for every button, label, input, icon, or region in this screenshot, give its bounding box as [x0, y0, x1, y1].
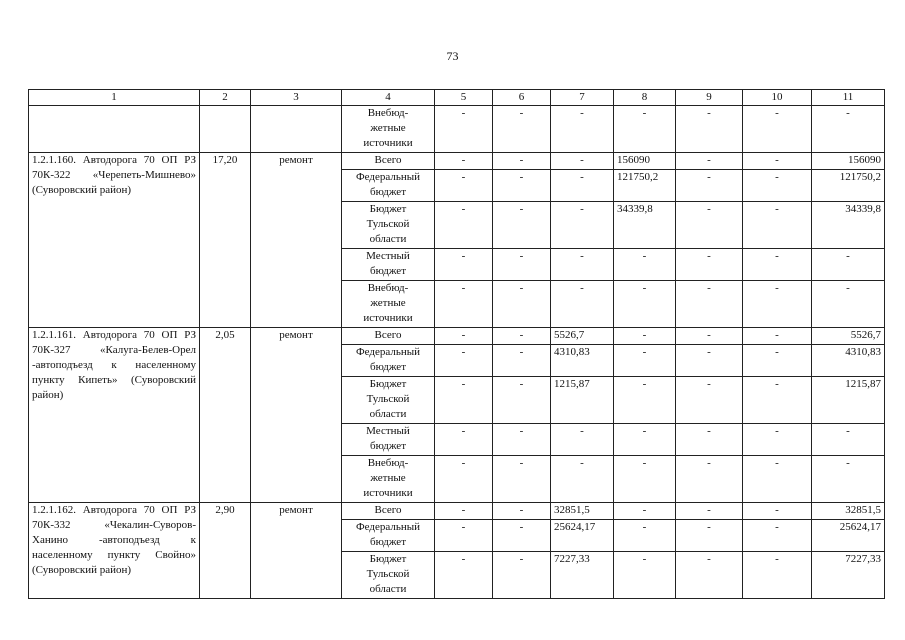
value-cell-col-10: - — [743, 345, 812, 377]
value-cell-col-10: - — [743, 377, 812, 424]
value-cell-col-8: - — [614, 552, 676, 599]
table-row — [29, 153, 885, 170]
column-header-6: 6 — [493, 90, 551, 106]
column-header-5: 5 — [435, 90, 493, 106]
value-cell-col-9: - — [676, 424, 743, 456]
work-type: ремонт — [251, 503, 342, 599]
value-cell-col-8: - — [614, 345, 676, 377]
table-row — [29, 503, 885, 520]
column-header-4: 4 — [342, 90, 435, 106]
value-cell-col-6: - — [493, 202, 551, 249]
value-cell-col-6: - — [493, 170, 551, 202]
empty-cell — [251, 106, 342, 153]
work-type: ремонт — [251, 328, 342, 503]
value-cell-col-5: - — [435, 281, 493, 328]
value-cell-col-9: - — [676, 503, 743, 520]
value-cell-col-10: - — [743, 202, 812, 249]
value-cell-col-7: 32851,5 — [551, 503, 614, 520]
value-cell-col-5: - — [435, 153, 493, 170]
value-cell-col-7: 4310,83 — [551, 345, 614, 377]
value-cell-col-10: - — [743, 424, 812, 456]
value-cell-col-6: - — [493, 328, 551, 345]
table-row — [29, 106, 885, 153]
value-cell-col-10: - — [743, 170, 812, 202]
value-cell-col-7: 7227,33 — [551, 552, 614, 599]
funding-source: Всего — [342, 503, 435, 520]
value-cell-col-5: - — [435, 345, 493, 377]
value-cell-col-7: 5526,7 — [551, 328, 614, 345]
value-cell-col-8: - — [614, 377, 676, 424]
value-cell-col-8: - — [614, 328, 676, 345]
value-cell-col-8: - — [614, 503, 676, 520]
value-cell-col-11: - — [812, 424, 885, 456]
value-cell-col-6: - — [493, 456, 551, 503]
value-cell-col-11: 1215,87 — [812, 377, 885, 424]
value-cell-col-10: - — [743, 328, 812, 345]
funding-source: Внебюд- жетные источники — [342, 281, 435, 328]
value-cell-col-8: 34339,8 — [614, 202, 676, 249]
value-cell-col-9: - — [676, 345, 743, 377]
value-cell-col-5: - — [435, 503, 493, 520]
value-cell-col-6: - — [493, 281, 551, 328]
funding-source: Всего — [342, 153, 435, 170]
value-cell-col-6: - — [493, 249, 551, 281]
value-cell-col-5: - — [435, 249, 493, 281]
value-cell-col-9: - — [676, 456, 743, 503]
value-cell-col-9: - — [676, 153, 743, 170]
value-cell-col-11: - — [812, 281, 885, 328]
value-cell-col-10: - — [743, 520, 812, 552]
funding-source: Местный бюджет — [342, 424, 435, 456]
object-name: 1.2.1.162. Автодорога 70 ОП РЗ 70К-332 «Чекалин-Суворов-Ханино -автоподъезд к населенному пункту Свойно» (Суворовский район) — [29, 503, 200, 599]
funding-source: Всего — [342, 328, 435, 345]
value-cell-col-11: 156090 — [812, 153, 885, 170]
value-cell-col-5: - — [435, 170, 493, 202]
value-cell-col-9: - — [676, 202, 743, 249]
value-cell-col-11: - — [812, 249, 885, 281]
object-length: 2,90 — [200, 503, 251, 599]
column-header-7: 7 — [551, 90, 614, 106]
value-cell-col-9: - — [676, 520, 743, 552]
column-header-10: 10 — [743, 90, 812, 106]
value-cell-col-10: - — [743, 552, 812, 599]
value-cell-col-7: - — [551, 202, 614, 249]
value-cell-col-8: - — [614, 424, 676, 456]
value-cell-col-7: - — [551, 456, 614, 503]
header-row — [29, 90, 885, 106]
value-cell-col-9: - — [676, 170, 743, 202]
value-cell-col-7: - — [551, 170, 614, 202]
value-cell-col-11: 121750,2 — [812, 170, 885, 202]
value-cell-col-5: - — [435, 328, 493, 345]
value-cell-col-10: - — [743, 106, 812, 153]
value-cell-col-10: - — [743, 153, 812, 170]
value-cell-col-11: 25624,17 — [812, 520, 885, 552]
funding-source: Федеральный бюджет — [342, 345, 435, 377]
value-cell-col-6: - — [493, 552, 551, 599]
financing-table — [28, 89, 885, 599]
value-cell-col-6: - — [493, 503, 551, 520]
value-cell-col-9: - — [676, 249, 743, 281]
value-cell-col-6: - — [493, 520, 551, 552]
empty-cell — [200, 106, 251, 153]
value-cell-col-10: - — [743, 281, 812, 328]
funding-source: Внебюд- жетные источники — [342, 106, 435, 153]
column-header-2: 2 — [200, 90, 251, 106]
object-length: 2,05 — [200, 328, 251, 503]
value-cell-col-8: - — [614, 281, 676, 328]
value-cell-col-7: 25624,17 — [551, 520, 614, 552]
value-cell-col-6: - — [493, 424, 551, 456]
funding-source: Федеральный бюджет — [342, 170, 435, 202]
value-cell-col-6: - — [493, 106, 551, 153]
value-cell-col-9: - — [676, 552, 743, 599]
value-cell-col-10: - — [743, 456, 812, 503]
value-cell-col-9: - — [676, 281, 743, 328]
value-cell-col-9: - — [676, 377, 743, 424]
column-header-9: 9 — [676, 90, 743, 106]
value-cell-col-6: - — [493, 345, 551, 377]
funding-source: Местный бюджет — [342, 249, 435, 281]
object-length: 17,20 — [200, 153, 251, 328]
funding-source: Федеральный бюджет — [342, 520, 435, 552]
value-cell-col-8: - — [614, 106, 676, 153]
funding-source: Бюджет Тульской области — [342, 552, 435, 599]
value-cell-col-8: - — [614, 249, 676, 281]
value-cell-col-8: - — [614, 456, 676, 503]
value-cell-col-7: - — [551, 424, 614, 456]
value-cell-col-7: 1215,87 — [551, 377, 614, 424]
object-name: 1.2.1.160. Автодорога 70 ОП РЗ 70К-322 «Черепеть-Мишнево» (Суворовский район) — [29, 153, 200, 328]
value-cell-col-5: - — [435, 377, 493, 424]
column-header-1: 1 — [29, 90, 200, 106]
value-cell-col-5: - — [435, 202, 493, 249]
value-cell-col-11: 32851,5 — [812, 503, 885, 520]
value-cell-col-11: - — [812, 456, 885, 503]
funding-source: Бюджет Тульской области — [342, 377, 435, 424]
value-cell-col-8: 156090 — [614, 153, 676, 170]
funding-source: Бюджет Тульской области — [342, 202, 435, 249]
funding-source: Внебюд- жетные источники — [342, 456, 435, 503]
value-cell-col-5: - — [435, 106, 493, 153]
empty-cell — [29, 106, 200, 153]
value-cell-col-11: 34339,8 — [812, 202, 885, 249]
value-cell-col-7: - — [551, 281, 614, 328]
value-cell-col-9: - — [676, 328, 743, 345]
value-cell-col-8: - — [614, 520, 676, 552]
work-type: ремонт — [251, 153, 342, 328]
object-name: 1.2.1.161. Автодорога 70 ОП РЗ 70К-327 «Калуга-Белев-Орел -автоподъезд к населенному пункту Кипеть» (Суворовский район) — [29, 328, 200, 503]
page-number: 73 — [446, 49, 459, 63]
value-cell-col-8: 121750,2 — [614, 170, 676, 202]
value-cell-col-5: - — [435, 520, 493, 552]
value-cell-col-5: - — [435, 456, 493, 503]
value-cell-col-11: 4310,83 — [812, 345, 885, 377]
value-cell-col-7: - — [551, 153, 614, 170]
value-cell-col-9: - — [676, 106, 743, 153]
table-row — [29, 328, 885, 345]
value-cell-col-6: - — [493, 153, 551, 170]
value-cell-col-7: - — [551, 106, 614, 153]
value-cell-col-10: - — [743, 249, 812, 281]
value-cell-col-10: - — [743, 503, 812, 520]
value-cell-col-6: - — [493, 377, 551, 424]
value-cell-col-11: 5526,7 — [812, 328, 885, 345]
column-header-3: 3 — [251, 90, 342, 106]
value-cell-col-5: - — [435, 424, 493, 456]
value-cell-col-11: 7227,33 — [812, 552, 885, 599]
column-header-11: 11 — [812, 90, 885, 106]
value-cell-col-7: - — [551, 249, 614, 281]
value-cell-col-11: - — [812, 106, 885, 153]
column-header-8: 8 — [614, 90, 676, 106]
value-cell-col-5: - — [435, 552, 493, 599]
